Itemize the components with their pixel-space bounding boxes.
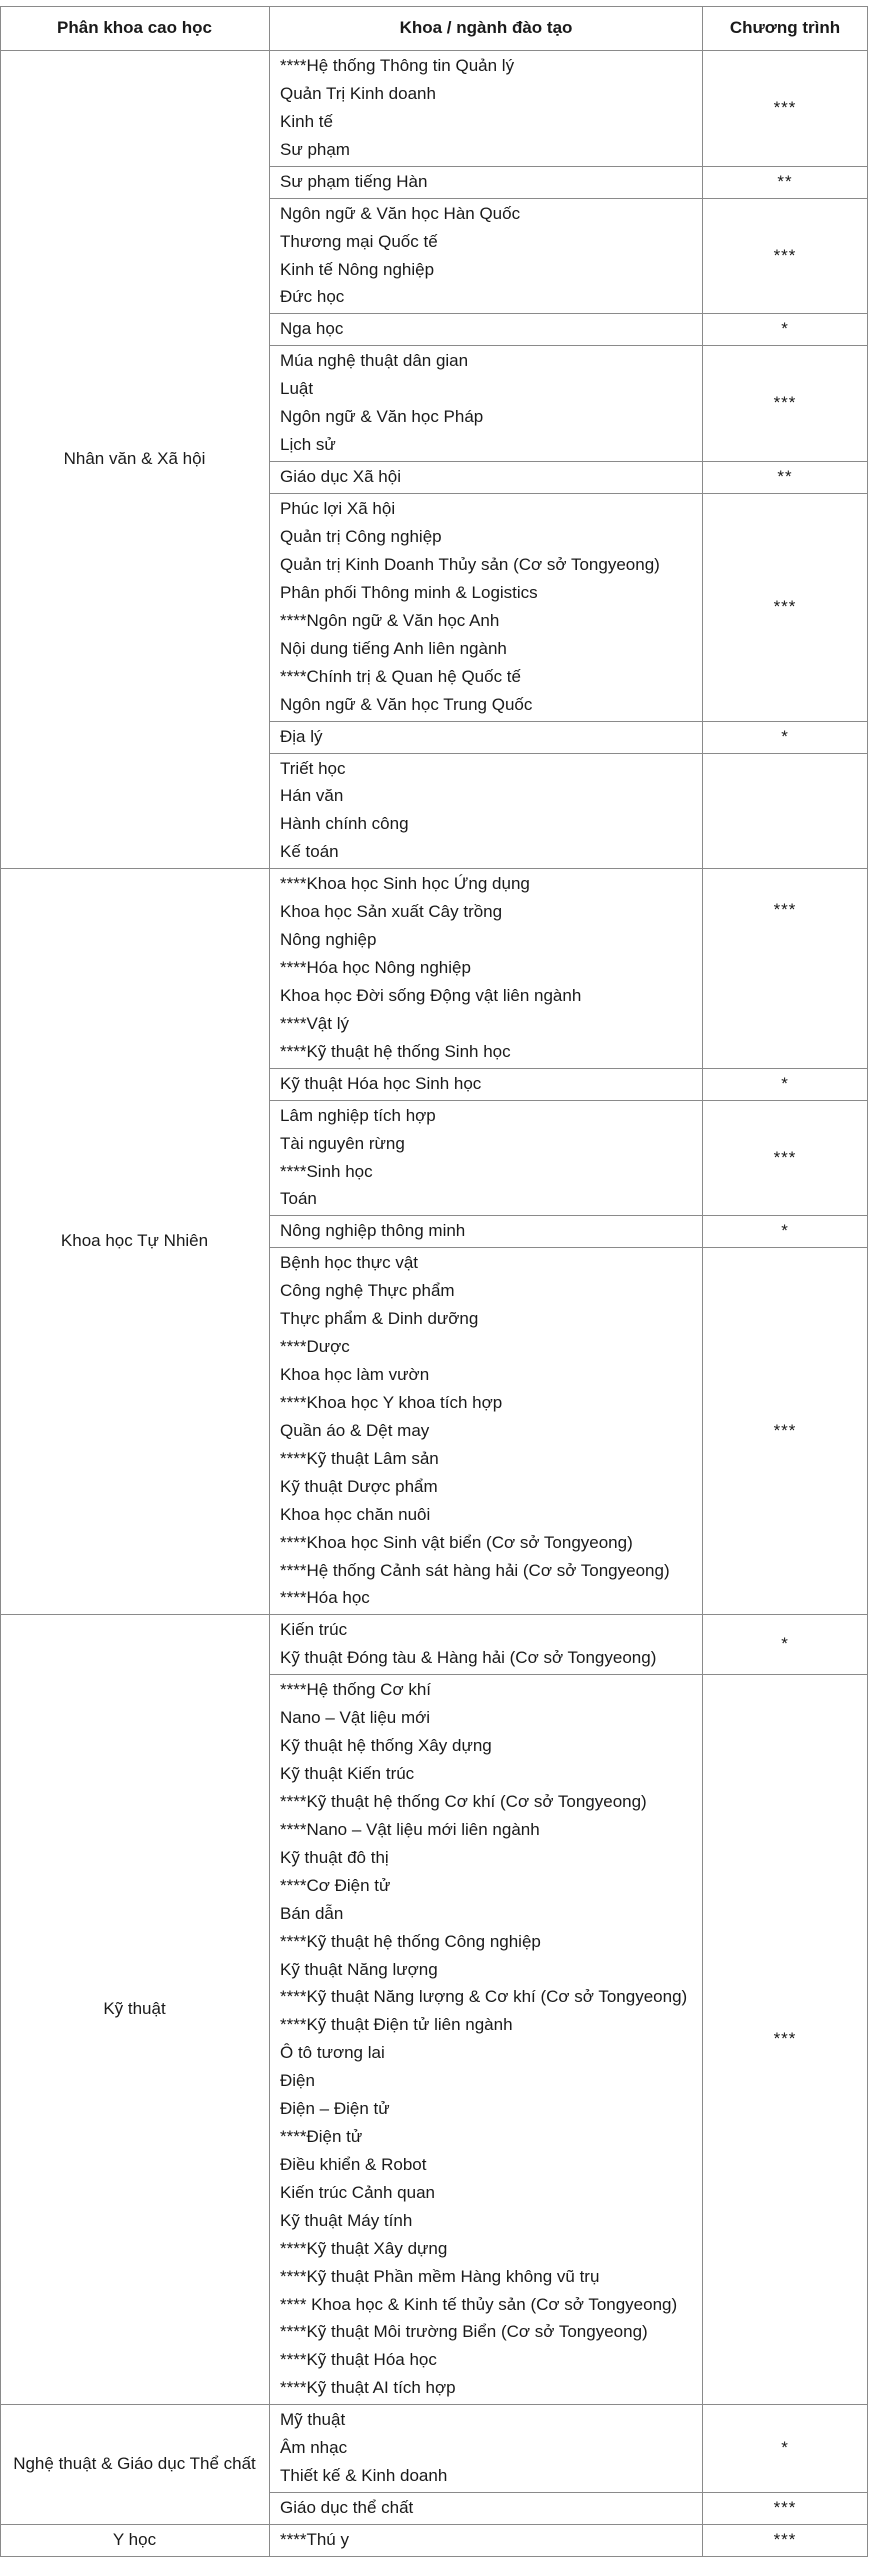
program-name: Kinh tế Nông nghiệp [280, 259, 435, 279]
program-group [270, 2404, 702, 2492]
program-level: *** [773, 1147, 797, 1167]
program-group [270, 721, 702, 753]
program-name: Nội dung tiếng Anh liên ngành [280, 638, 507, 658]
program-name: Khoa học làm vườn [280, 1365, 430, 1385]
program-name: ****Dược [280, 1337, 350, 1357]
program-level: * [781, 1073, 789, 1093]
program-level: *** [773, 2530, 797, 2549]
program-group [270, 50, 702, 166]
program-group [270, 868, 702, 1067]
program-name: ****Thú y [280, 2530, 349, 2550]
program-level: * [781, 2438, 789, 2458]
program-name: Luật [280, 379, 314, 399]
program-name: Âm nhạc [280, 2438, 348, 2458]
program-name: Sư phạm [280, 139, 350, 159]
row-divider [269, 2556, 868, 2557]
program-name: Triết học [280, 758, 346, 778]
program-name: Tài nguyên rừng [280, 1133, 405, 1153]
program-group [270, 461, 702, 493]
program-name: Đức học [280, 287, 345, 307]
program-name: Hán văn [280, 786, 344, 806]
faculty-name: Khoa học Tự Nhiên [60, 1231, 209, 1251]
program-name: Khoa học chăn nuôi [280, 1504, 431, 1524]
program-name: ****Kỹ thuật Phần mềm Hàng không vũ trụ [280, 2266, 600, 2286]
program-level: *** [773, 596, 797, 616]
program-name: ****Kỹ thuật AI tích hợp [280, 2378, 456, 2398]
program-name: ****Khoa học Sinh vật biển (Cơ sở Tongyeong) [280, 1532, 633, 1552]
program-name: Kỹ thuật đô thị [280, 1847, 389, 1867]
program-name: Lâm nghiệp tích hợp [280, 1105, 436, 1125]
program-name: Kiến trúc [280, 1620, 348, 1640]
program-group [270, 2492, 702, 2524]
program-name: Điện – Điện tử [280, 2099, 390, 2119]
program-name: ****Ngôn ngữ & Văn học Anh [280, 610, 500, 630]
program-name: Thực phẩm & Dinh dưỡng [280, 1309, 479, 1329]
program-name: Kỹ thuật Dược phẩm [280, 1476, 438, 1496]
program-name: ****Nano – Vật liệu mới liên ngành [280, 1819, 540, 1839]
program-name: ****Kỹ thuật Hóa học [280, 2350, 437, 2370]
program-name: Kỹ thuật Hóa học Sinh học [280, 1073, 482, 1093]
header-program: Khoa / ngành đào tạo [399, 18, 573, 37]
faculty-name: Nghệ thuật & Giáo dục Thể chất [13, 2454, 256, 2474]
program-name: Kỹ thuật Đóng tàu & Hàng hải (Cơ sở Tongyeong) [280, 1648, 657, 1668]
program-name: ****Kỹ thuật Lâm sản [280, 1448, 439, 1468]
program-name: Phân phối Thông minh & Logistics [280, 582, 538, 602]
program-name: ****Vật lý [280, 1013, 349, 1033]
program-group [270, 345, 702, 461]
program-group [270, 1674, 702, 2404]
program-name: ****Điện tử [280, 2127, 363, 2147]
program-level: *** [773, 1420, 797, 1440]
program-name: Kiến trúc Cảnh quan [280, 2182, 435, 2202]
program-group [270, 1247, 702, 1614]
header-level: Chương trình [729, 18, 841, 37]
header-faculty: Phân khoa cao học [57, 18, 212, 37]
program-group [270, 1100, 702, 1216]
program-name: ****Kỹ thuật Môi trường Biển (Cơ sở Tongyeong) [280, 2322, 648, 2342]
program-name: ****Cơ Điện tử [280, 1875, 391, 1895]
program-name: Ngôn ngữ & Văn học Hàn Quốc [280, 203, 521, 223]
program-name: Kế toán [280, 842, 339, 862]
row-divider [0, 6, 868, 7]
program-name: Nông nghiệp thông minh [280, 1221, 466, 1241]
program-name: ****Hóa học Nông nghiệp [280, 958, 471, 978]
program-name: ****Hệ thống Thông tin Quản lý [280, 56, 515, 76]
program-name: ****Kỹ thuật Điện tử liên ngành [280, 2015, 513, 2035]
program-name: Múa nghệ thuật dân gian [280, 351, 469, 371]
program-name: Kỹ thuật Kiến trúc [280, 1764, 415, 1784]
program-group [270, 1068, 702, 1100]
program-name: Ngôn ngữ & Văn học Pháp [280, 407, 484, 427]
program-name: Quản Trị Kinh doanh [280, 83, 436, 103]
program-level: ** [777, 467, 793, 487]
program-name: Khoa học Đời sống Động vật liên ngành [280, 985, 582, 1005]
program-level: *** [773, 900, 797, 920]
program-name: Khoa học Sản xuất Cây trồng [280, 902, 503, 922]
program-name: Hành chính công [280, 814, 409, 834]
program-level: * [781, 319, 789, 339]
program-name: Công nghệ Thực phẩm [280, 1281, 455, 1301]
program-name: Nga học [280, 319, 344, 339]
program-level: ** [777, 171, 793, 191]
program-name: Giáo dục Xã hội [280, 467, 401, 487]
program-name: Điều khiển & Robot [280, 2154, 427, 2174]
program-name: Phúc lợi Xã hội [280, 499, 396, 519]
program-name: ****Kỹ thuật hệ thống Công nghiệp [280, 1931, 541, 1951]
column-divider [867, 6, 868, 2557]
program-name: Mỹ thuật [280, 2410, 346, 2430]
program-group [270, 166, 702, 198]
program-level: *** [773, 97, 797, 117]
program-group [270, 198, 702, 314]
program-name: ****Kỹ thuật hệ thống Cơ khí (Cơ sở Tongyeong) [280, 1791, 647, 1811]
program-group [270, 1614, 702, 1674]
faculty-name: Y học [112, 2530, 157, 2549]
program-name: Kinh tế [280, 111, 333, 131]
program-name: Ô tô tương lai [280, 2043, 385, 2063]
program-name: ****Khoa học Sinh học Ứng dụng [280, 874, 530, 894]
program-level: * [781, 1221, 789, 1241]
program-name: ****Kỹ thuật Xây dựng [280, 2238, 448, 2258]
program-name: Quần áo & Dệt may [280, 1420, 430, 1440]
program-name: Ngôn ngữ & Văn học Trung Quốc [280, 694, 533, 714]
program-name: Giáo dục thể chất [280, 2498, 414, 2518]
program-name: ****Hệ thống Cơ khí [280, 1680, 432, 1700]
program-level: * [781, 1634, 789, 1654]
program-name: Nông nghiệp [280, 930, 377, 950]
program-name: ****Chính trị & Quan hệ Quốc tế [280, 666, 521, 686]
program-name: ****Hóa học [280, 1588, 370, 1608]
program-name: **** Khoa học & Kinh tế thủy sản (Cơ sở Tongyeong) [280, 2294, 678, 2314]
program-level: *** [773, 2498, 797, 2518]
faculty-name: Nhân văn & Xã hội [63, 449, 206, 469]
program-group [270, 2524, 702, 2556]
program-name: Sư phạm tiếng Hàn [280, 171, 428, 191]
program-name: Điện [280, 2071, 315, 2091]
program-level: *** [773, 2029, 797, 2049]
program-name: Toán [280, 1189, 317, 1209]
program-name: Kỹ thuật Năng lượng [280, 1959, 438, 1979]
program-group [270, 493, 702, 720]
program-name: ****Sinh học [280, 1161, 373, 1181]
program-name: Thiết kế & Kinh doanh [280, 2466, 448, 2486]
program-name: ****Kỹ thuật hệ thống Sinh học [280, 1041, 511, 1061]
faculty-name: Kỹ thuật [103, 1999, 166, 2019]
program-group [270, 753, 702, 869]
program-group [270, 1215, 702, 1247]
program-name: Kỹ thuật Máy tính [280, 2210, 413, 2230]
program-level: *** [773, 393, 797, 413]
program-level: *** [773, 245, 797, 265]
program-name: Địa lý [280, 726, 323, 746]
program-name: ****Khoa học Y khoa tích hợp [280, 1393, 503, 1413]
program-name: Bán dẫn [280, 1903, 344, 1923]
program-name: Quản trị Kinh Doanh Thủy sản (Cơ sở Tongyeong) [280, 554, 660, 574]
program-name: Nano – Vật liệu mới [280, 1708, 431, 1728]
program-name: Quản trị Công nghiệp [280, 527, 442, 547]
program-name: ****Kỹ thuật Năng lượng & Cơ khí (Cơ sở Tongyeong) [280, 1987, 688, 2007]
program-name: ****Hệ thống Cảnh sát hàng hải (Cơ sở Tongyeong) [280, 1560, 670, 1580]
program-name: Thương mại Quốc tế [280, 231, 438, 251]
program-name: Kỹ thuật hệ thống Xây dựng [280, 1736, 492, 1756]
program-group [270, 313, 702, 345]
program-name: Bệnh học thực vật [280, 1253, 419, 1273]
program-level: * [781, 726, 789, 746]
program-name: Lịch sử [280, 435, 336, 455]
